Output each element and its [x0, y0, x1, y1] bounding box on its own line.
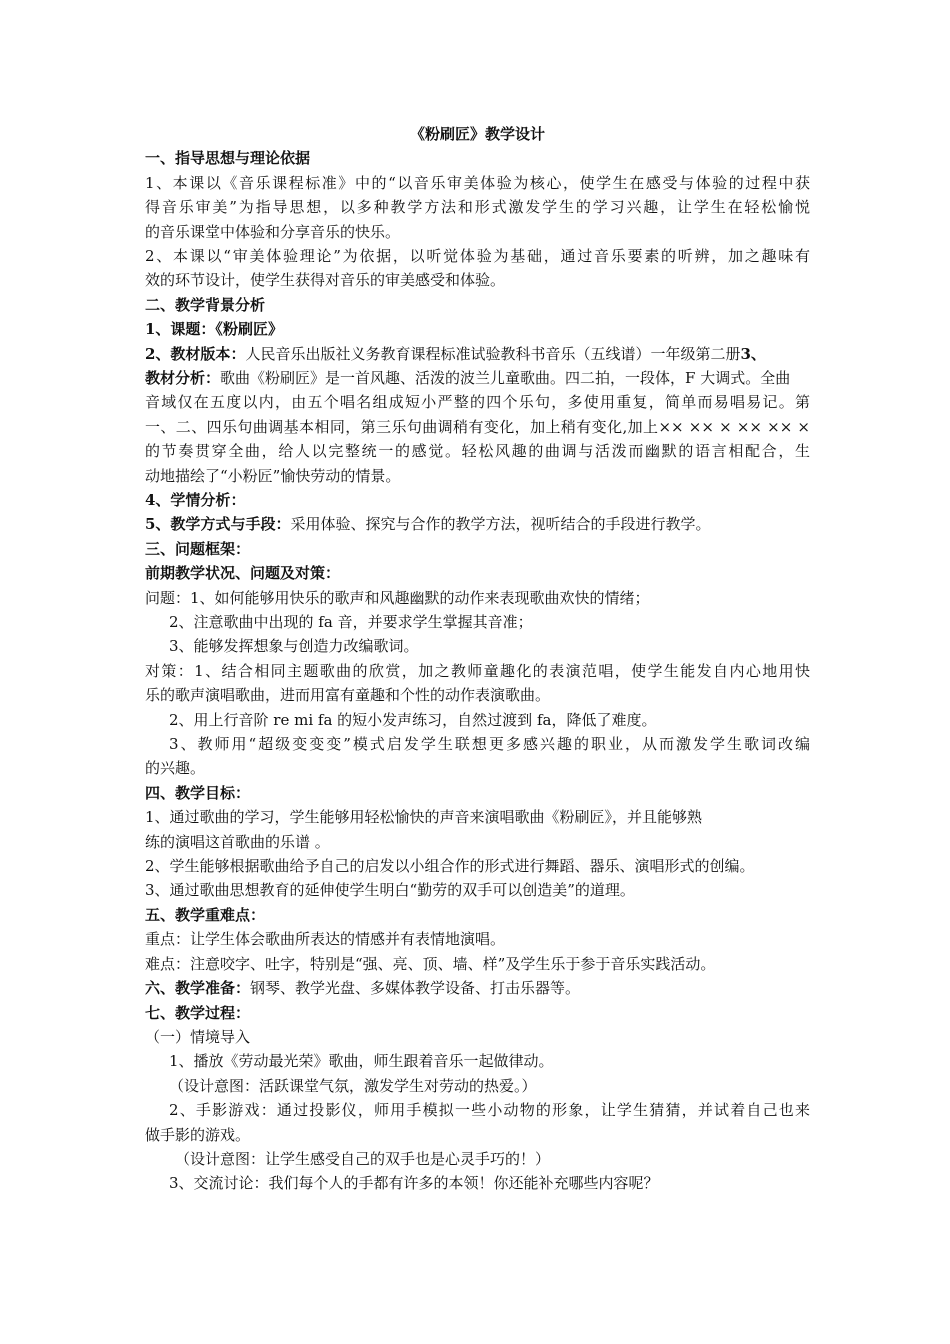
line-text: 歌曲《粉刷匠》是一首风趣、活泼的波兰儿童歌曲。四二拍，一段体，F 大调式。全曲 [220, 369, 791, 388]
paragraph-line: （设计意图：活跃课堂气氛，激发学生对劳动的热爱。） [169, 1076, 537, 1095]
document-page [145, 122, 810, 1196]
paragraph-line: 3、通过歌曲思想教育的延伸使学生明白“勤劳的双手可以创造美”的道理。 [145, 881, 635, 900]
paragraph-line: 3、能够发挥想象与创造力改编歌词。 [169, 637, 419, 656]
paragraph-line: 3、交流讨论：我们每个人的手都有许多的本领！你还能补充哪些内容呢？ [169, 1174, 659, 1193]
paragraph-line: 一、二、四乐句曲调基本相同，第三乐句曲调稍有变化，加上稍有变化,加上×× ×× × ×× ×× × [145, 417, 810, 436]
line-label: 六、教学准备： [145, 979, 251, 998]
paragraph-line: 的兴趣。 [145, 759, 206, 778]
document-title: 《粉刷匠》教学设计 [409, 125, 545, 143]
section-heading: 4、学情分析： [145, 491, 246, 509]
paragraph-line: 效的环节设计，使学生获得对音乐的审美感受和体验。 [145, 271, 506, 290]
paragraph-line: 2、本课以“审美体验理论”为依据，以听觉体验为基础，通过音乐要素的听辨，加之趣味有 [145, 247, 810, 265]
labeled-line [145, 342, 810, 366]
section-heading: 七、教学过程： [145, 1003, 251, 1022]
paragraph-line: （设计意图：让学生感受自己的双手也是心灵手巧的！） [175, 1149, 551, 1168]
line-text: 采用体验、探究与合作的教学方法，视听结合的手段进行教学。 [290, 515, 711, 534]
line-label-trailing: 3、 [740, 344, 766, 363]
line-text: 人民音乐出版社义务教育课程标准试验教科书音乐（五线谱）一年级第二册 [245, 344, 741, 363]
paragraph-line: 问题：1、如何能够用快乐的歌声和风趣幽默的动作来表现歌曲欢快的情绪； [145, 588, 650, 607]
paragraph-line: 1、播放《劳动最光荣》歌曲，师生跟着音乐一起做律动。 [169, 1052, 554, 1071]
paragraph-line: 动地描绘了“小粉匠”愉快劳动的情景。 [145, 466, 401, 485]
line-label: 教材分析： [145, 369, 221, 388]
labeled-line [145, 976, 810, 1000]
paragraph-line: 1、通过歌曲的学习，学生能够用轻松愉快的声音来演唱歌曲《粉刷匠》，并且能够熟 [145, 808, 703, 827]
section-heading: 1、课题：《粉刷匠》 [145, 320, 283, 339]
document-body [145, 146, 810, 1195]
paragraph-line: 练的演唱这首歌曲的乐谱 。 [145, 832, 330, 851]
section-heading: 二、教学背景分析 [145, 295, 266, 314]
paragraph-line: 2、注意歌曲中出现的 fa 音，并要求学生掌握其音准； [169, 613, 533, 632]
paragraph-line: 做手影的游戏。 [145, 1125, 251, 1144]
paragraph-line: （一）情境导入 [145, 1027, 251, 1046]
section-heading: 四、教学目标： [145, 783, 251, 802]
section-heading: 五、教学重难点： [145, 905, 266, 924]
paragraph-line: 难点：注意咬字、吐字，特别是“强、亮、顶、墙、样”及学生乐于参于音乐实践活动。 [145, 954, 716, 973]
paragraph-line: 重点：让学生体会歌曲所表达的情感并有表情地演唱。 [145, 930, 506, 949]
paragraph-line: 的节奏贯穿全曲，给人以完整统一的感觉。轻松风趣的曲调与活泼而幽默的语言相配合，生 [145, 442, 810, 461]
section-heading: 一、指导思想与理论依据 [145, 149, 311, 168]
paragraph-line: 3、教师用“超级变变变”模式启发学生联想更多感兴趣的职业，从而激发学生歌词改编 [169, 735, 810, 754]
line-label: 2、教材版本： [145, 344, 246, 363]
paragraph-line: 对策：1、结合相同主题歌曲的欣赏，加之教师童趣化的表演范唱，使学生能发自内心地用快 [145, 661, 810, 680]
section-heading: 前期教学状况、问题及对策： [145, 564, 341, 583]
paragraph-line: 2、用上行音阶 re mi fa 的短小发声练习，自然过渡到 fa，降低了难度。 [169, 710, 657, 729]
labeled-line [145, 366, 810, 390]
line-label: 5、教学方式与手段： [145, 515, 291, 534]
labeled-line [145, 512, 810, 536]
paragraph-line: 2、手影游戏：通过投影仪，师用手模拟一些小动物的形象，让学生猜猜，并试着自己也来 [169, 1101, 810, 1120]
line-text: 钢琴、教学光盘、多媒体教学设备、打击乐器等。 [250, 979, 581, 998]
paragraph-line: 乐的歌声演唱歌曲，进而用富有童趣和个性的动作表演歌曲。 [145, 686, 551, 705]
paragraph-line: 1、本课以《音乐课程标准》中的“以音乐审美体验为核心，使学生在感受与体验的过程中获 [145, 173, 810, 192]
paragraph-line: 音域仅在五度以内，由五个唱名组成短小严整的四个乐句，多使用重复，简单而易唱易记。第 [145, 393, 810, 412]
section-heading: 三、问题框架： [145, 539, 251, 558]
paragraph-line: 的音乐课堂中体验和分享音乐的快乐。 [145, 222, 401, 241]
paragraph-line: 2、学生能够根据歌曲给予自己的启发以小组合作的形式进行舞蹈、器乐、演唱形式的创编。 [145, 857, 755, 876]
paragraph-line: 得音乐审美”为指导思想，以多种教学方法和形式激发学生的学习兴趣，让学生在轻松愉悦 [145, 198, 810, 217]
